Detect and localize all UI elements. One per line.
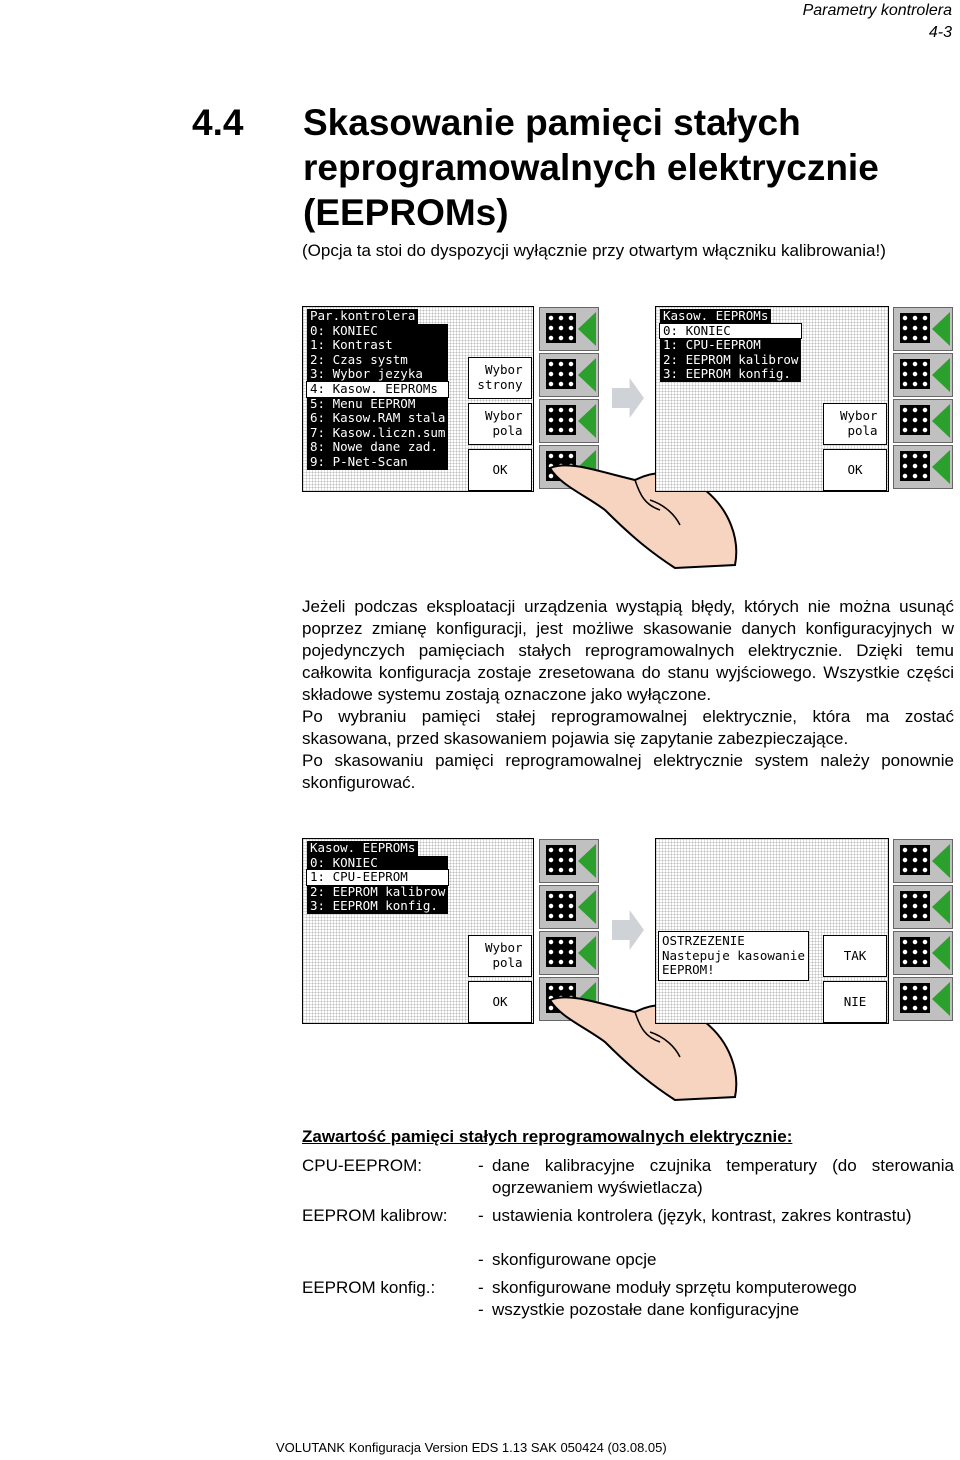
yes-button[interactable]: TAK bbox=[823, 935, 887, 977]
next-step-arrow-icon bbox=[612, 910, 644, 950]
menu-item-selected[interactable]: 4: Kasow. EEPROMs bbox=[307, 382, 448, 397]
paragraph: Po wybraniu pamięci stałej reprogramowalnej elektrycznie, która ma zostać skasowana, przed skasowaniem pojawia się zapytanie zabezpieczające. bbox=[302, 707, 954, 748]
menu-item[interactable]: 2: EEPROM kalibrow bbox=[660, 353, 801, 368]
keypad-icon bbox=[900, 937, 930, 967]
keypad-icon bbox=[546, 359, 576, 389]
eeprom-menu bbox=[307, 841, 448, 914]
keypad-icon bbox=[900, 359, 930, 389]
field-select-button[interactable]: Wybor pola bbox=[468, 935, 532, 977]
hardware-key[interactable] bbox=[539, 307, 599, 351]
eeprom-content-item: - wszystkie pozostałe dane konfiguracyjne bbox=[478, 1300, 800, 1319]
keypad-icon bbox=[546, 405, 576, 435]
menu-item[interactable]: 3: EEPROM konfig. bbox=[660, 367, 801, 382]
menu-item[interactable]: 1: CPU-EEPROM bbox=[660, 338, 801, 353]
eeprom-content-item: - dane kalibracyjne czujnika temperatury (do sterowania ogrzewaniem wyświetlacza) bbox=[478, 1156, 954, 1197]
page-select-button[interactable]: Wybor strony bbox=[468, 357, 532, 399]
arrow-left-icon bbox=[932, 358, 950, 392]
eeprom-label: CPU-EEPROM: bbox=[302, 1156, 422, 1175]
warning-message: OSTRZEZENIE Nastepuje kasowanie EEPROM! bbox=[658, 931, 809, 981]
arrow-left-icon bbox=[932, 312, 950, 346]
controller-screen-warning bbox=[655, 838, 889, 1024]
paragraph: Jeżeli podczas eksploatacji urządzenia wystąpią błędy, których nie można usunąć poprzez zmianę konfiguracji, jest możliwe skasowanie danych konfiguracyjnych w pojedynczych pamięciach stałych reprogramowalnych elektrycznie. Dzięki temu całkowita konfiguracja zostaje zresetowana do stanu wyjściowego. Wszystkie części składowe systemu zostają oznaczone jako wyłączone. bbox=[302, 597, 954, 704]
screen-title: Par.kontrolera bbox=[307, 309, 418, 324]
page-number: 4-3 bbox=[928, 24, 952, 41]
next-step-arrow-icon bbox=[612, 378, 644, 418]
eeprom-content-item: - skonfigurowane moduły sprzętu komputerowego bbox=[478, 1278, 857, 1297]
menu-item[interactable]: 0: KONIEC bbox=[307, 324, 448, 339]
body-text bbox=[302, 596, 954, 794]
hardware-key[interactable] bbox=[893, 399, 953, 443]
hardware-key[interactable] bbox=[893, 307, 953, 351]
eeprom-content-item: - skonfigurowane opcje bbox=[478, 1250, 657, 1269]
arrow-left-icon bbox=[578, 890, 596, 924]
controller-screen-params bbox=[302, 306, 534, 492]
eeprom-content-item: - ustawienia kontrolera (język, kontrast, zakres kontrastu) bbox=[478, 1206, 912, 1225]
keypad-icon bbox=[546, 313, 576, 343]
page-footer: VOLUTANK Konfiguracja Version EDS 1.13 SAK 050424 (03.08.05) bbox=[276, 1440, 667, 1455]
arrow-left-icon bbox=[578, 936, 596, 970]
param-menu bbox=[307, 309, 448, 470]
arrow-left-icon bbox=[932, 404, 950, 438]
hardware-key[interactable] bbox=[539, 353, 599, 397]
controller-screen-eeprom bbox=[655, 306, 889, 492]
hardware-key[interactable] bbox=[893, 885, 953, 929]
arrow-left-icon bbox=[578, 312, 596, 346]
keypad-icon bbox=[546, 845, 576, 875]
section-title: Skasowanie pamięci stałych reprogramowalnych elektrycznie (EEPROMs) bbox=[303, 102, 879, 233]
menu-item[interactable]: 0: KONIEC bbox=[307, 856, 448, 871]
hardware-key[interactable] bbox=[893, 445, 953, 489]
keypad-icon bbox=[546, 891, 576, 921]
hardware-key[interactable] bbox=[893, 977, 953, 1021]
menu-item[interactable]: 2: Czas systm bbox=[307, 353, 448, 368]
paragraph: Po skasowaniu pamięci reprogramowalnej elektrycznie system należy ponownie skonfigurować. bbox=[302, 751, 954, 792]
ok-button[interactable]: OK bbox=[468, 981, 532, 1023]
screen-title: Kasow. EEPROMs bbox=[307, 841, 418, 856]
hardware-key[interactable] bbox=[893, 353, 953, 397]
keypad-icon bbox=[900, 845, 930, 875]
field-select-button[interactable]: Wybor pola bbox=[823, 403, 887, 445]
page-header bbox=[803, 0, 952, 44]
menu-item[interactable]: 9: P-Net-Scan bbox=[307, 455, 448, 470]
arrow-left-icon bbox=[578, 404, 596, 438]
calibration-note: (Opcja ta stoi do dyspozycji wyłącznie przy otwartym włączniku kalibrowania!) bbox=[302, 241, 886, 260]
menu-item[interactable]: 3: EEPROM konfig. bbox=[307, 899, 448, 914]
hardware-key[interactable] bbox=[893, 931, 953, 975]
ok-button[interactable]: OK bbox=[468, 449, 532, 491]
menu-item[interactable]: 6: Kasow.RAM stala bbox=[307, 411, 448, 426]
hardware-key[interactable] bbox=[539, 885, 599, 929]
keypad-icon bbox=[900, 451, 930, 481]
arrow-left-icon bbox=[932, 890, 950, 924]
arrow-left-icon bbox=[932, 936, 950, 970]
arrow-left-icon bbox=[578, 844, 596, 878]
keypad-icon bbox=[900, 983, 930, 1013]
controller-screen-eeprom bbox=[302, 838, 534, 1024]
keypad-icon bbox=[900, 891, 930, 921]
section-number: 4.4 bbox=[192, 102, 244, 143]
menu-item[interactable]: 7: Kasow.liczn.sum bbox=[307, 426, 448, 441]
ok-button[interactable]: OK bbox=[823, 449, 887, 491]
menu-item[interactable]: 1: Kontrast bbox=[307, 338, 448, 353]
arrow-left-icon bbox=[932, 450, 950, 484]
eeprom-label: EEPROM konfig.: bbox=[302, 1278, 436, 1297]
eeprom-label: EEPROM kalibrow: bbox=[302, 1206, 448, 1225]
hardware-key[interactable] bbox=[539, 931, 599, 975]
eeprom-menu bbox=[660, 309, 801, 382]
menu-item-selected[interactable]: 0: KONIEC bbox=[660, 324, 801, 339]
screen-title: Kasow. EEPROMs bbox=[660, 309, 771, 324]
field-select-button[interactable]: Wybor pola bbox=[468, 403, 532, 445]
keypad-icon bbox=[900, 405, 930, 435]
contents-heading: Zawartość pamięci stałych reprogramowalnych elektrycznie: bbox=[302, 1127, 793, 1146]
running-title: Parametry kontrolera bbox=[802, 2, 952, 19]
keypad-icon bbox=[900, 313, 930, 343]
menu-item[interactable]: 3: Wybor jezyka bbox=[307, 367, 448, 382]
arrow-left-icon bbox=[578, 358, 596, 392]
menu-item-selected[interactable]: 1: CPU-EEPROM bbox=[307, 870, 448, 885]
no-button[interactable]: NIE bbox=[823, 981, 887, 1023]
hardware-key[interactable] bbox=[539, 839, 599, 883]
keypad-icon bbox=[546, 937, 576, 967]
hardware-key[interactable] bbox=[893, 839, 953, 883]
hardware-key[interactable] bbox=[539, 399, 599, 443]
menu-item[interactable]: 8: Nowe dane zad. bbox=[307, 440, 448, 455]
arrow-left-icon bbox=[932, 982, 950, 1016]
menu-item[interactable]: 2: EEPROM kalibrow bbox=[307, 885, 448, 900]
menu-item[interactable]: 5: Menu EEPROM bbox=[307, 397, 448, 412]
arrow-left-icon bbox=[932, 844, 950, 878]
